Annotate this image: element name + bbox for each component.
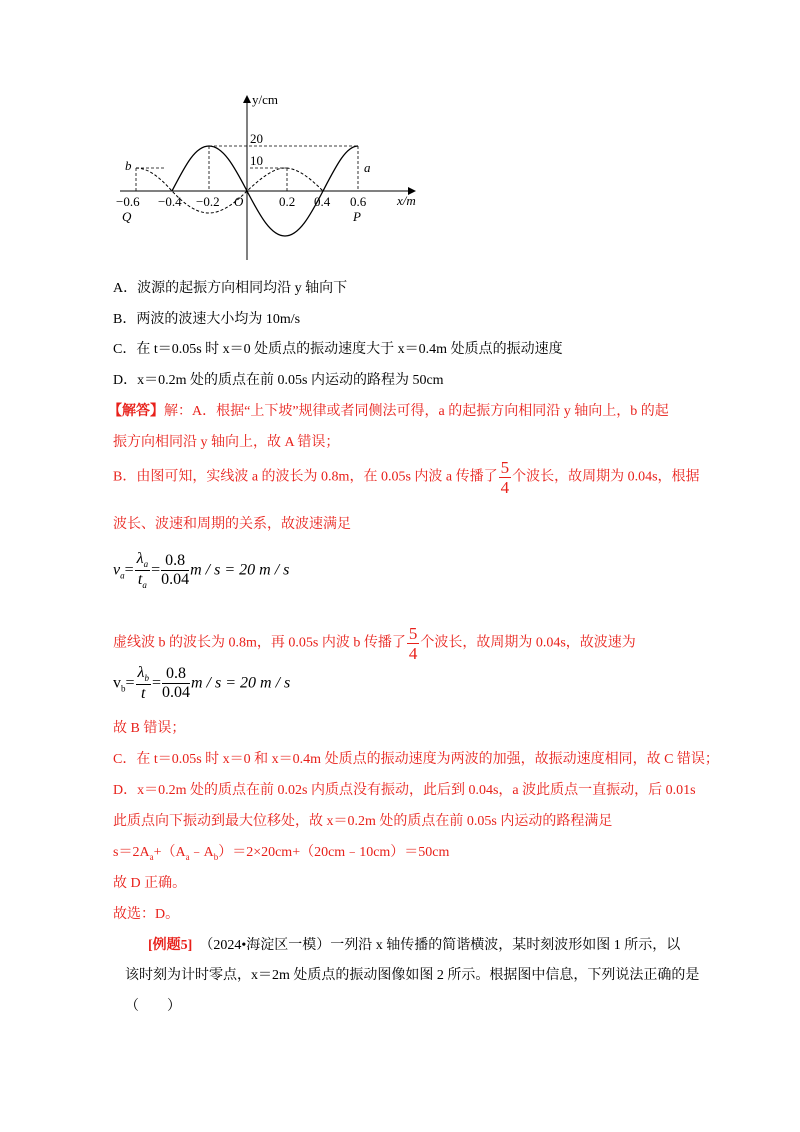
d3-sub-b: b <box>213 851 219 862</box>
label-q: Q <box>122 209 132 224</box>
f2-den: 0.04 <box>162 684 190 702</box>
x-tick-02: 0.2 <box>279 194 296 209</box>
option-d: D．x＝0.2m 处的质点在前 0.05s 内运动的路程为 50cm <box>113 373 444 388</box>
vb-symbol: v <box>113 674 121 692</box>
f1-num: 0.8 <box>161 553 189 571</box>
d3-sub-a2: a <box>185 851 190 862</box>
d3-sub-a: a <box>149 851 154 862</box>
example-text-1: （2024•海淀区一模）一列沿 x 轴传播的简谐横波，某时刻波形如图 1 所示，以 <box>206 938 681 953</box>
x-tick-neg02: −0.2 <box>196 194 220 209</box>
frac-num: 5 <box>500 458 510 477</box>
answer-d-1: D．x＝0.2m 处的质点在前 0.02s 内质点没有振动，此后到 0.04s，a 波此质点一直振动，后 0.01s <box>113 783 696 798</box>
lambda-a: λ <box>136 550 144 567</box>
answer-c: C．在 t＝0.05s 时 x＝0 和 x＝0.4m 处质点的振动速度为两波的加强，故振动速度相同，故 C 错误； <box>113 752 719 767</box>
option-a: A．波源的起振方向相同均沿 y 轴向下 <box>113 281 348 296</box>
tb: t <box>141 685 146 703</box>
frac2-den: 4 <box>408 644 418 663</box>
frac2-num: 5 <box>408 624 418 643</box>
example-line-3: （ ） <box>125 999 181 1014</box>
f1-den: 0.04 <box>161 571 190 589</box>
x-tick-04: 0.4 <box>314 194 331 209</box>
option-b: B．两波的波速大小均为 10m/s <box>113 312 301 327</box>
formula-va: $v_a=$ $\frac{\lambda_a}{t_a}$ = $\frac{0.8}{0.04}$ m / s = 20 m / s <box>113 550 290 591</box>
d3-b: +（A <box>153 845 186 860</box>
va-sub: a <box>120 570 125 581</box>
f1-tail: m / s = 20 m / s <box>190 561 290 579</box>
lambda-b-sub: b <box>144 673 149 684</box>
answer-b-pre: B．由图可知，实线波 a 的波长为 0.8m，在 0.05s 内波 a 传播了 <box>113 469 498 485</box>
label-p: P <box>353 209 361 224</box>
d3-c: ﹣A <box>189 845 214 860</box>
answer-choice: 故选：D。 <box>113 907 180 922</box>
d3-a: s＝2A <box>113 845 150 860</box>
y-tick-10: 10 <box>250 153 263 168</box>
y-tick-20: 20 <box>250 131 263 146</box>
va-symbol: v <box>113 561 121 579</box>
label-b: b <box>125 158 132 173</box>
answer-d-3 <box>113 841 449 862</box>
fraction-5-4-b <box>407 625 420 662</box>
ta-sub: a <box>142 580 147 591</box>
example-tag: [例题5] <box>148 938 193 953</box>
f2-num: 0.8 <box>162 666 190 684</box>
answer-b3-pre: 虚线波 b 的波长为 0.8m，再 0.05s 内波 b 传播了 <box>113 635 406 651</box>
x-tick-06: 0.6 <box>350 194 367 209</box>
vb-sub: b <box>121 683 126 694</box>
f2-tail: m / s = 20 m / s <box>191 674 291 692</box>
answer-b-post: 个波长，故周期为 0.04s，根据 <box>512 469 700 485</box>
x-tick-neg04: −0.4 <box>158 194 182 209</box>
answer-text-1: 解：A．根据“上下坡”规律或者同侧法可得，a 的起振方向相同沿 y 轴向上，b 的起 <box>164 404 669 419</box>
x-tick-neg06: −0.6 <box>116 194 140 209</box>
label-a: a <box>364 160 371 175</box>
answer-d-4: 故 D 正确。 <box>113 876 187 891</box>
answer-line-1 <box>108 400 669 420</box>
answer-b-end: 故 B 错误； <box>113 721 186 736</box>
answer-b-line-3 <box>113 625 636 662</box>
x-axis-label: x/m <box>397 193 416 208</box>
lambda-b: λ <box>137 664 145 681</box>
y-axis-label: y/cm <box>252 92 278 107</box>
fraction-5-4 <box>499 459 512 496</box>
example-line-2: 该时刻为计时零点，x＝2m 处质点的振动图像如图 2 所示。根据图中信息，下列说法正确的是 <box>125 968 700 983</box>
d3-d: ）＝2×20cm+（20cm﹣10cm）＝50cm <box>218 845 450 860</box>
answer-d-2: 此质点向下振动到最大位移处，故 x＝0.2m 处的质点在前 0.05s 内运动的路程满足 <box>113 814 613 829</box>
answer-b-line <box>113 459 700 496</box>
answer-line-2: 振方向相同沿 y 轴向上，故 A 错误； <box>113 435 340 450</box>
answer-b-line-2: 波长、波速和周期的关系，故波速满足 <box>113 517 351 532</box>
frac-den: 4 <box>500 478 510 497</box>
option-c: C．在 t＝0.05s 时 x＝0 处质点的振动速度大于 x＝0.4m 处质点的振动速度 <box>113 342 563 357</box>
answer-tag: 【解答】 <box>108 404 164 419</box>
wave-graph <box>110 88 430 263</box>
lambda-a-sub: a <box>143 559 149 570</box>
example-line-1 <box>148 934 680 954</box>
formula-vb: $v_b=$ $\frac{\lambda_b}{t}$ = $\frac{0.8}{0.04}$ m / s = 20 m / s <box>113 664 291 703</box>
answer-b3-post: 个波长，故周期为 0.04s，故波速为 <box>420 635 636 651</box>
ta: t <box>137 571 143 589</box>
origin-label: O <box>234 194 244 209</box>
